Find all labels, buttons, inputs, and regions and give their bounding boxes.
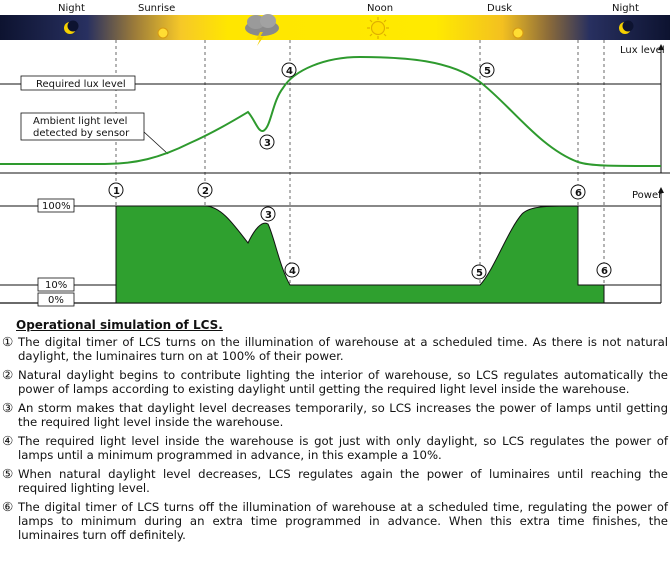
power-marker-3 (261, 207, 275, 221)
power-marker-1 (109, 183, 123, 197)
ambient-label-line1: Ambient light level (33, 116, 128, 127)
sun-icon (513, 28, 523, 38)
sky-band (0, 15, 670, 40)
lux-axis-label: Lux level (620, 45, 665, 56)
lux-marker-3 (260, 135, 274, 149)
svg-text:4: 4 (286, 66, 293, 77)
power-chart (0, 173, 670, 306)
note-text: When natural daylight level decreases, LCS regulates again the power of luminaires until reaching the required lighting level. (18, 467, 668, 495)
note-text: The required light level inside the warehouse is got just with only daylight, so LCS regulates the power of lamps until a minimum programmed in advance, in this example a 10%. (18, 434, 668, 462)
note-item (2, 467, 668, 495)
svg-text:6: 6 (575, 188, 582, 199)
level-0-label: 0% (48, 295, 64, 306)
header-night-left: Night (58, 3, 85, 14)
note-text: The digital timer of LCS turns off the illumination of warehouse at a scheduled time, regulating the power of lamps to minimum during an extra time programmed in advance. When this extra time finishes, the luminaires turn off definitely. (18, 500, 668, 542)
header-noon: Noon (367, 3, 394, 14)
ambient-light-curve (0, 57, 661, 166)
power-axis-label: Power (632, 190, 663, 201)
note-item (2, 500, 668, 542)
note-text: Natural daylight begins to contribute lighting the interior of warehouse, so LCS regulates automatically the power of lamps according to existing daylight until getting the required light level inside the warehouse. (18, 368, 668, 396)
lux-marker-5 (480, 63, 494, 77)
svg-text:2: 2 (202, 186, 209, 197)
lamp-power-area (116, 206, 604, 303)
ambient-label-leader (144, 132, 168, 154)
power-marker-5 (472, 265, 486, 279)
note-item (2, 434, 668, 462)
note-item (2, 401, 668, 429)
note-item (2, 368, 668, 396)
svg-text:3: 3 (264, 138, 271, 149)
notes-title: Operational simulation of LCS. (16, 318, 223, 332)
header-sunrise: Sunrise (138, 3, 176, 14)
note-number: ⑤ (2, 466, 14, 481)
level-10-label: 10% (45, 280, 68, 291)
note-text: The digital timer of LCS turns on the illumination of warehouse at a scheduled time. As there is not natural daylight, the luminaires turn on at 100% of their power. (18, 335, 668, 363)
power-marker-6b (597, 263, 611, 277)
required-lux-label: Required lux level (36, 79, 126, 90)
note-number: ① (2, 334, 14, 349)
power-marker-4 (285, 263, 299, 277)
svg-text:5: 5 (484, 66, 491, 77)
svg-text:5: 5 (476, 268, 483, 279)
header-night-right: Night (612, 3, 639, 14)
sun-icon (158, 28, 168, 38)
svg-text:4: 4 (289, 266, 296, 277)
note-number: ④ (2, 433, 14, 448)
svg-text:1: 1 (113, 186, 120, 197)
svg-text:6: 6 (601, 266, 608, 277)
note-text: An storm makes that daylight level decreases temporarily, so LCS increases the power of lamps until getting the required light level inside the warehouse. (18, 401, 668, 429)
note-list (2, 335, 668, 542)
storm-cloud-icon (245, 14, 279, 46)
ambient-label-line2: detected by sensor (33, 128, 130, 139)
lux-marker-4 (282, 63, 296, 77)
note-number: ③ (2, 400, 14, 415)
operational-notes (2, 318, 668, 547)
note-number: ② (2, 367, 14, 382)
power-marker-6a (571, 185, 585, 199)
note-number: ⑥ (2, 499, 14, 514)
svg-text:3: 3 (265, 210, 272, 221)
note-item (2, 335, 668, 363)
header-dusk: Dusk (487, 3, 513, 14)
power-marker-2 (198, 183, 212, 197)
level-100-label: 100% (42, 201, 71, 212)
